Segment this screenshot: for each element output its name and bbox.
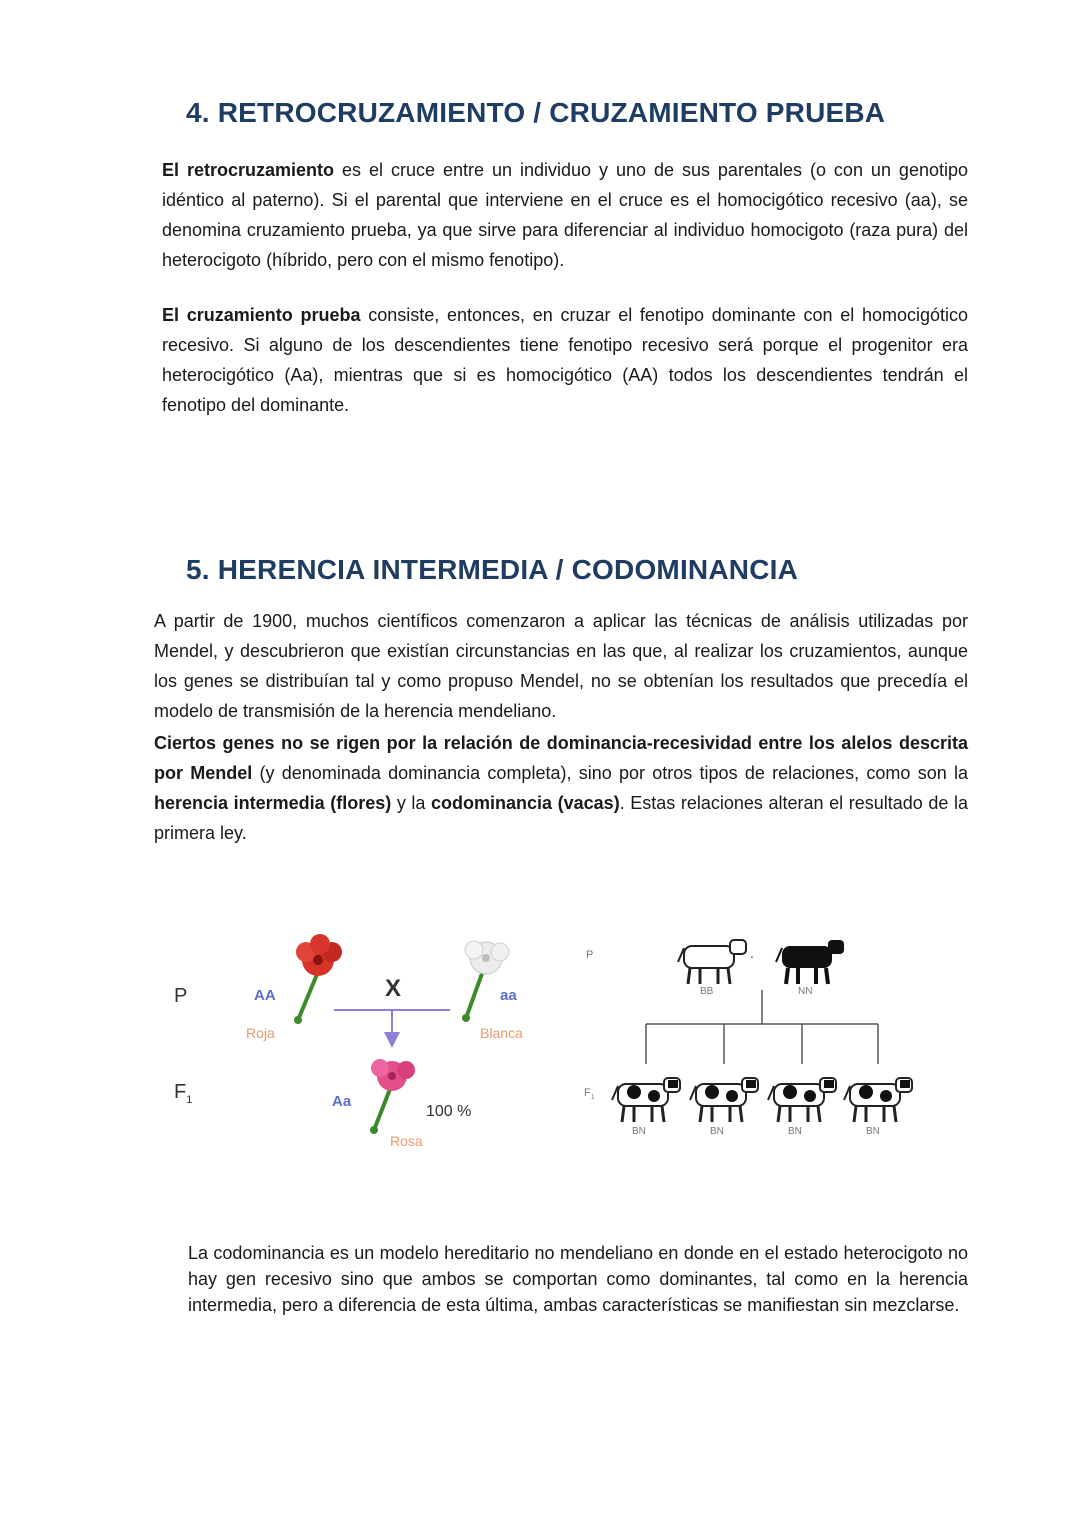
cow-cross-diagram	[576, 924, 922, 1144]
white-cow-icon	[678, 940, 746, 984]
cruzamiento-prueba-term: El cruzamiento prueba	[162, 305, 361, 325]
herencia-paragraph-2: Ciertos genes no se rigen por la relación de dominancia-recesividad entre los alelos descrita por Mendel (y denominada dominancia completa), sino por otros tipos de relaciones, como son la herencia intermedia (flores) y la codominancia (vacas). Estas relaciones alteran el resultado de la primera ley.	[154, 733, 968, 843]
spotted-cow-icon	[844, 1078, 912, 1122]
white-flower-icon	[462, 941, 509, 1022]
spotted-cow-icon	[768, 1078, 836, 1122]
generation-f1-label: $F_1$	[174, 1081, 193, 1106]
spotted-cow-icon	[612, 1078, 680, 1122]
generation-p-label: P	[174, 985, 188, 1007]
offspring-genotype: BN	[632, 1126, 646, 1137]
down-arrow-icon	[384, 1032, 400, 1048]
pink-flower-icon	[370, 1059, 415, 1134]
child-genotype: Aa	[332, 1093, 352, 1110]
parent1-phenotype: Roja	[246, 1025, 275, 1041]
black-cow-icon	[776, 940, 844, 984]
cow-generation-f1-label: $F_1$	[584, 1087, 595, 1101]
offspring-genotype: BN	[710, 1126, 724, 1137]
parent2-cow-genotype: NN	[798, 986, 813, 997]
retro-term: El retrocruzamiento	[162, 160, 335, 180]
parent1-genotype: AA	[254, 987, 276, 1004]
child-phenotype: Rosa	[390, 1133, 423, 1149]
spotted-cow-icon	[690, 1078, 758, 1122]
dot-separator: .	[750, 945, 754, 961]
cross-symbol: X	[385, 975, 402, 1002]
retro-paragraph-1: El retrocruzamiento es el cruce entre un individuo y uno de sus parentales (o con un genotipo idéntico al paterno). Si el parental que interviene en el cruce es el homocigótico recesivo (aa), se denomina cruzamiento prueba, ya que sirve para diferenciar al individuo homocigoto (raza pura) del heterocigoto (híbrido, pero con el mismo fenotipo).	[162, 160, 968, 270]
herencia-paragraph-1: A partir de 1900, muchos científicos comenzaron a aplicar las técnicas de análisis utilizadas por Mendel, y descubrieron que existían circunstancias en las que, al realizar los cruzamientos, aunque los genes se distribuían tal y como propuso Mendel, no se obtenían los resultados que precedía el modelo de transmisión de la herencia mendeliano.	[154, 611, 968, 721]
section-4-title: 4. RETROCRUZAMIENTO / CRUZAMIENTO PRUEBA	[186, 97, 886, 128]
pedigree-lines	[646, 990, 878, 1064]
offspring-genotype: BN	[866, 1126, 880, 1137]
percentage-label: 100 %	[426, 1103, 472, 1120]
flower-cross-diagram	[160, 930, 560, 1160]
offspring-genotype: BN	[788, 1126, 802, 1137]
retro-paragraph-2: El cruzamiento prueba consiste, entonces, en cruzar el fenotipo dominante con el homocigótico recesivo. Si alguno de los descendientes tiene fenotipo recesivo será porque el progenitor era heterocigótico (Aa), mientras que si es homocigótico (AA) todos los descendientes tendrán el fenotipo del dominante.	[162, 305, 969, 415]
codominancia-caption: La codominancia es un modelo hereditario no mendeliano en donde en el estado heterocigoto no hay gen recesivo sino que ambos se comportan como dominantes, tal como en la herencia intermedia, pero a diferencia de esta última, ambas características se manifiestan sin mezclarse.	[188, 1243, 968, 1315]
cow-generation-p-label: P	[586, 949, 594, 961]
parent2-phenotype: Blanca	[480, 1025, 523, 1041]
section-5-title: 5. HERENCIA INTERMEDIA / CODOMINANCIA	[186, 554, 799, 585]
parent1-cow-genotype: BB	[700, 986, 714, 997]
parent2-genotype: aa	[500, 987, 517, 1004]
